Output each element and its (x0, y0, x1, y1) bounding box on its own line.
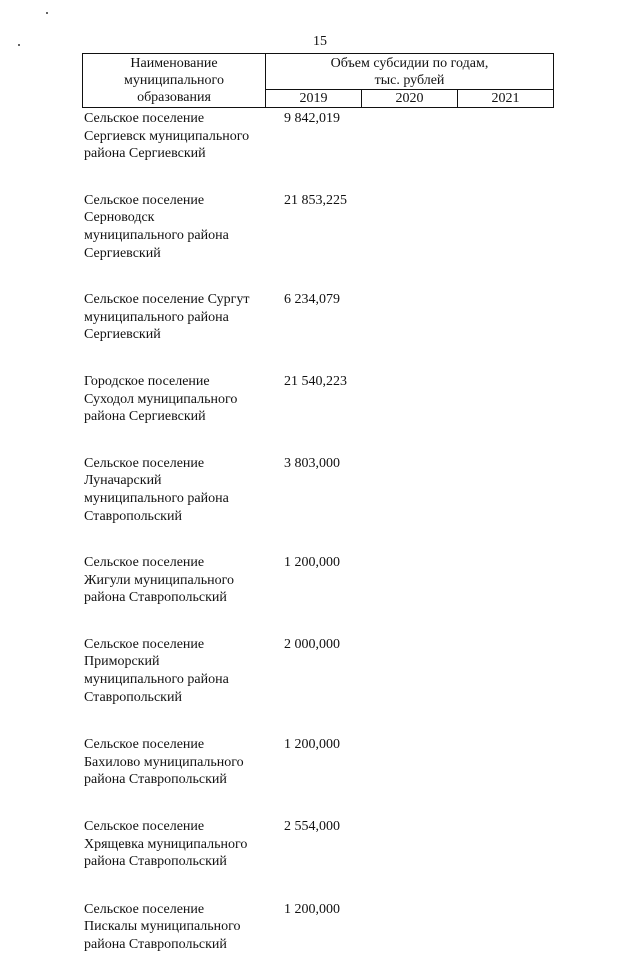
table-row (84, 818, 564, 871)
municipality-name-line: Сельское поселение (84, 555, 205, 571)
municipality-name-line: Луначарский (84, 473, 162, 489)
municipality-name-line: Сельское поселение (84, 455, 205, 471)
municipality-name-line: района Ставропольский (84, 854, 227, 870)
municipality-name-line: Городское поселение (84, 373, 210, 389)
municipality-name (84, 818, 284, 871)
subsidy-value-2019: 21 853,225 (284, 192, 347, 208)
municipality-name-line: Сельское поселение (84, 636, 205, 652)
municipality-name-line: Сельское поселение (84, 819, 205, 835)
municipality-name-line: района Ставропольский (84, 937, 227, 952)
subsidy-value-2019: 2 554,000 (284, 819, 340, 835)
subsidy-value-2019: 9 842,019 (284, 111, 340, 126)
municipality-name-line: Серноводск (84, 210, 155, 226)
table-row (84, 736, 564, 789)
municipality-name-line: Бахилово муниципального (84, 754, 244, 770)
municipality-name-line: Пискалы муниципального (84, 919, 241, 935)
municipality-name (84, 736, 284, 789)
table-row (84, 192, 564, 262)
table-row (84, 110, 564, 163)
subsidy-table-header (82, 53, 554, 108)
header-year-2021: 2021 (458, 90, 554, 108)
subsidy-value-2019: 3 803,000 (284, 455, 340, 471)
municipality-name (84, 636, 284, 706)
municipality-name-line: Сергиевский (84, 245, 161, 261)
municipality-name-line: муниципального района (84, 490, 229, 506)
municipality-name-line: Сельское поселение (84, 192, 205, 208)
municipality-name-line: Сергиевск муниципального (84, 128, 250, 144)
municipality-name-line: муниципального района (84, 309, 229, 325)
municipality-name-line: Суходол муниципального (84, 391, 238, 407)
scan-speck (46, 12, 48, 14)
header-year-2019: 2019 (266, 90, 362, 108)
municipality-name-line: Сергиевский (84, 327, 161, 343)
subsidy-value-2019: 1 200,000 (284, 555, 340, 571)
municipality-name (84, 455, 284, 525)
municipality-name (84, 110, 284, 163)
subsidy-value-2019: 6 234,079 (284, 292, 340, 308)
municipality-name-line: Ставропольский (84, 508, 182, 524)
header-subsidy-volume: Объем субсидии по годам, тыс. рублей (266, 54, 554, 90)
municipality-name (84, 901, 284, 954)
municipality-name (84, 373, 284, 426)
subsidy-rows (84, 110, 564, 954)
municipality-name-line: муниципального района (84, 672, 229, 688)
table-row (84, 373, 564, 426)
municipality-name-line: Сельское поселение (84, 901, 205, 917)
municipality-name-line: муниципального района (84, 227, 229, 243)
municipality-name-line: Жигули муниципального (84, 572, 235, 588)
municipality-name (84, 291, 284, 344)
municipality-name-line: района Сергиевский (84, 146, 206, 162)
page-number: 15 (313, 34, 327, 49)
municipality-name-line: района Ставропольский (84, 590, 227, 606)
table-row (84, 636, 564, 706)
municipality-name-line: района Ставропольский (84, 772, 227, 788)
municipality-name-line: Сельское поселение Сургут (84, 292, 250, 308)
municipality-name-line: Сельское поселение (84, 111, 205, 126)
municipality-name-line: Сельское поселение (84, 737, 205, 753)
header-year-2020: 2020 (362, 90, 458, 108)
municipality-name (84, 192, 284, 262)
subsidy-value-2019: 2 000,000 (284, 636, 340, 652)
municipality-name (84, 554, 284, 607)
municipality-name-line: района Сергиевский (84, 409, 206, 425)
subsidy-value-2019: 21 540,223 (284, 373, 347, 389)
table-row (84, 455, 564, 525)
municipality-name-line: Хрящевка муниципального (84, 836, 248, 852)
table-row (84, 901, 564, 954)
municipality-name-line: Приморский (84, 654, 160, 670)
municipality-name-line: Ставропольский (84, 689, 182, 705)
table-row (84, 554, 564, 607)
subsidy-value-2019: 1 200,000 (284, 901, 340, 917)
subsidy-value-2019: 1 200,000 (284, 737, 340, 753)
table-row (84, 291, 564, 344)
header-municipality-name: Наименование муниципального образования (83, 54, 266, 108)
